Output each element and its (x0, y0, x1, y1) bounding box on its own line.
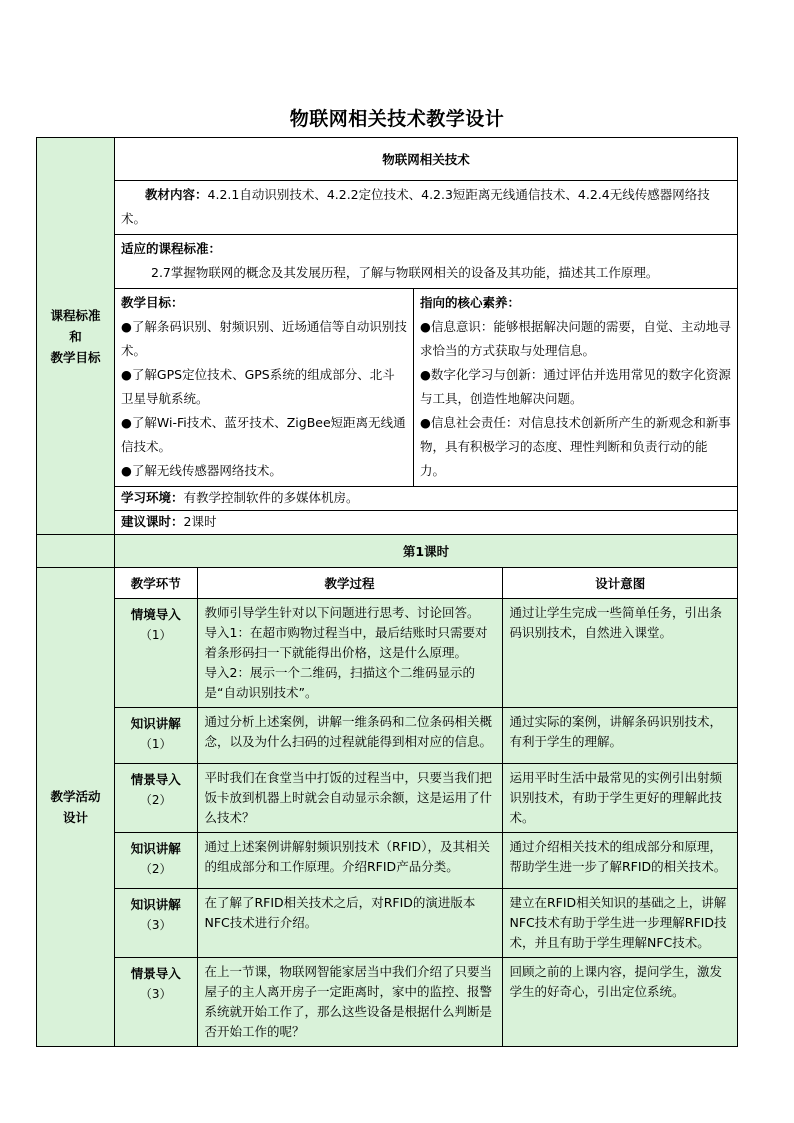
content-label: 教材内容： (145, 187, 208, 202)
process-text: 导入2：展示一个二维码，扫描这个二维码显示的是“自动识别技术”。 (204, 665, 475, 700)
standard-text: 2.7掌握物联网的概念及其发展历程，了解与物联网相关的设备及其功能，描述其工作原理。 (151, 265, 659, 280)
process-text: 通过分析上述案例，讲解一维条码和二位条码相关概念，以及为什么扫码的过程就能得到相对应的信息。 (204, 714, 493, 749)
hours-label: 建议课时： (121, 514, 184, 529)
section-label-line: 课程标准 (50, 307, 101, 323)
intent-cell (502, 599, 738, 708)
activity-row (115, 708, 738, 764)
stage-name: 情景导入 (130, 966, 181, 981)
process-text: 平时我们在食堂当中打饭的过程当中，只要当我们把饭卡放到机器上时就会自动显示余额，这是运用了什么技术？ (204, 770, 493, 825)
section-label-line: 和 (69, 328, 82, 344)
section-label-activities (37, 568, 115, 1047)
topic-title: 物联网相关技术 (115, 138, 738, 181)
environment-text: 有教学控制软件的多媒体机房。 (183, 490, 359, 505)
process-cell (197, 958, 502, 1047)
stage-cell (115, 833, 197, 889)
stage-cell (115, 889, 197, 958)
section-label-line: 教学活动 (50, 789, 101, 804)
stage-name: 情景导入 (130, 772, 181, 787)
intent-text: 回顾之前的上课内容，提问学生，激发学生的好奇心，引出定位系统。 (509, 964, 723, 999)
stage-number: （3） (139, 918, 172, 932)
stage-number: （3） (139, 987, 172, 1001)
goal-item: ●了解无线传感器网络技术。 (121, 463, 282, 478)
stage-cell (115, 764, 197, 833)
lesson-plan-table (36, 137, 738, 1047)
intent-text: 通过介绍相关技术的组成部分和原理，帮助学生进一步了解RFID的相关技术。 (509, 839, 727, 874)
intent-cell (502, 833, 738, 889)
hours-text: 2课时 (183, 514, 217, 529)
goal-item: ●了解条码识别、射频识别、近场通信等自动识别技术。 (121, 319, 407, 358)
header-intent: 设计意图 (502, 568, 738, 599)
intent-cell (502, 708, 738, 764)
standard-label: 适应的课程标准： (121, 241, 222, 256)
activity-row (115, 599, 738, 708)
process-cell (197, 833, 502, 889)
process-cell (197, 708, 502, 764)
goal-item: ●了解GPS定位技术、GPS系统的组成部分、北斗卫星导航系统。 (121, 367, 395, 406)
standard-row (115, 235, 738, 289)
activities-table (115, 568, 738, 1046)
content-row (115, 181, 738, 235)
stage-name: 情境导入 (130, 607, 181, 622)
stage-cell (115, 708, 197, 764)
literacy-item: ●信息社会责任：对信息技术创新所产生的新观念和新事物，具有积极学习的态度、理性判断和负责行动的能力。 (420, 415, 731, 478)
goal-item: ●了解Wi-Fi技术、蓝牙技术、ZigBee短距离无线通信技术。 (121, 415, 406, 454)
goals-label: 教学目标： (121, 295, 184, 310)
environment-row (115, 487, 738, 511)
process-text: 在了解了RFID相关技术之后，对RFID的演进版本NFC技术进行介绍。 (204, 895, 476, 930)
hours-row (115, 511, 738, 535)
intent-text: 运用平时生活中最常见的实例引出射频识别技术，有助于学生更好的理解此技术。 (509, 770, 723, 825)
literacy-label: 指向的核心素养： (420, 295, 521, 310)
process-text: 通过上述案例讲解射频识别技术（RFID），及其相关的组成部分和工作原理。介绍RFID产品分类。 (204, 839, 490, 874)
stage-name: 知识讲解 (130, 897, 181, 912)
literacy-item: ●数字化学习与创新：通过评估并选用常见的数字化资源与工具，创造性地解决问题。 (420, 367, 731, 406)
stage-name: 知识讲解 (130, 841, 181, 856)
page-title: 物联网相关技术教学设计 (289, 108, 505, 130)
literacy-cell (414, 289, 738, 487)
intent-text: 通过实际的案例，讲解条码识别技术，有利于学生的理解。 (509, 714, 723, 749)
stage-name: 知识讲解 (130, 716, 181, 731)
lesson-header: 第1课时 (115, 535, 738, 568)
stage-number: （2） (139, 862, 172, 876)
intent-text: 通过让学生完成一些简单任务，引出条码识别技术，自然进入课堂。 (509, 605, 723, 640)
process-text: 导入1：在超市购物过程当中，最后结账时只需要对着条形码扫一下就能得出价格，这是什么原理。 (204, 625, 488, 660)
section-label-line: 教学目标 (50, 349, 101, 365)
header-stage: 教学环节 (115, 568, 197, 599)
process-cell (197, 599, 502, 708)
stage-cell (115, 599, 197, 708)
intent-cell (502, 958, 738, 1047)
content-text: 4.2.1自动识别技术、4.2.2定位技术、4.2.3短距离无线通信技术、4.2.4无线传感器网络技术。 (121, 187, 710, 226)
process-text: 在上一节课，物联网智能家居当中我们介绍了只要当屋子的主人离开房子一定距离时，家中的监控、报警系统就开始工作了，那么这些设备是根据什么判断是否开始工作的呢？ (204, 964, 493, 1039)
environment-label: 学习环境： (121, 490, 184, 505)
activity-row (115, 764, 738, 833)
literacy-item: ●信息意识：能够根据解决问题的需要，自觉、主动地寻求恰当的方式获取与处理信息。 (420, 319, 731, 358)
intent-cell (502, 764, 738, 833)
activity-row (115, 889, 738, 958)
process-cell (197, 764, 502, 833)
intent-cell (502, 889, 738, 958)
intent-text: 建立在RFID相关知识的基础之上，讲解NFC技术有助于学生进一步理解RFID技术，并且有助于学生理解NFC技术。 (509, 895, 727, 950)
process-cell (197, 889, 502, 958)
process-text: 教师引导学生针对以下问题进行思考、讨论回答。 (204, 605, 480, 620)
lesson-header-spacer (37, 535, 115, 568)
header-process: 教学过程 (197, 568, 502, 599)
section-label-line: 设计 (62, 810, 88, 825)
activity-row (115, 958, 738, 1047)
activities-cell (115, 568, 738, 1047)
stage-number: （1） (139, 737, 172, 751)
stage-number: （2） (139, 793, 172, 807)
stage-number: （1） (139, 628, 172, 642)
section-label-standards (37, 138, 115, 535)
activity-row (115, 833, 738, 889)
goals-cell (115, 289, 414, 487)
stage-cell (115, 958, 197, 1047)
